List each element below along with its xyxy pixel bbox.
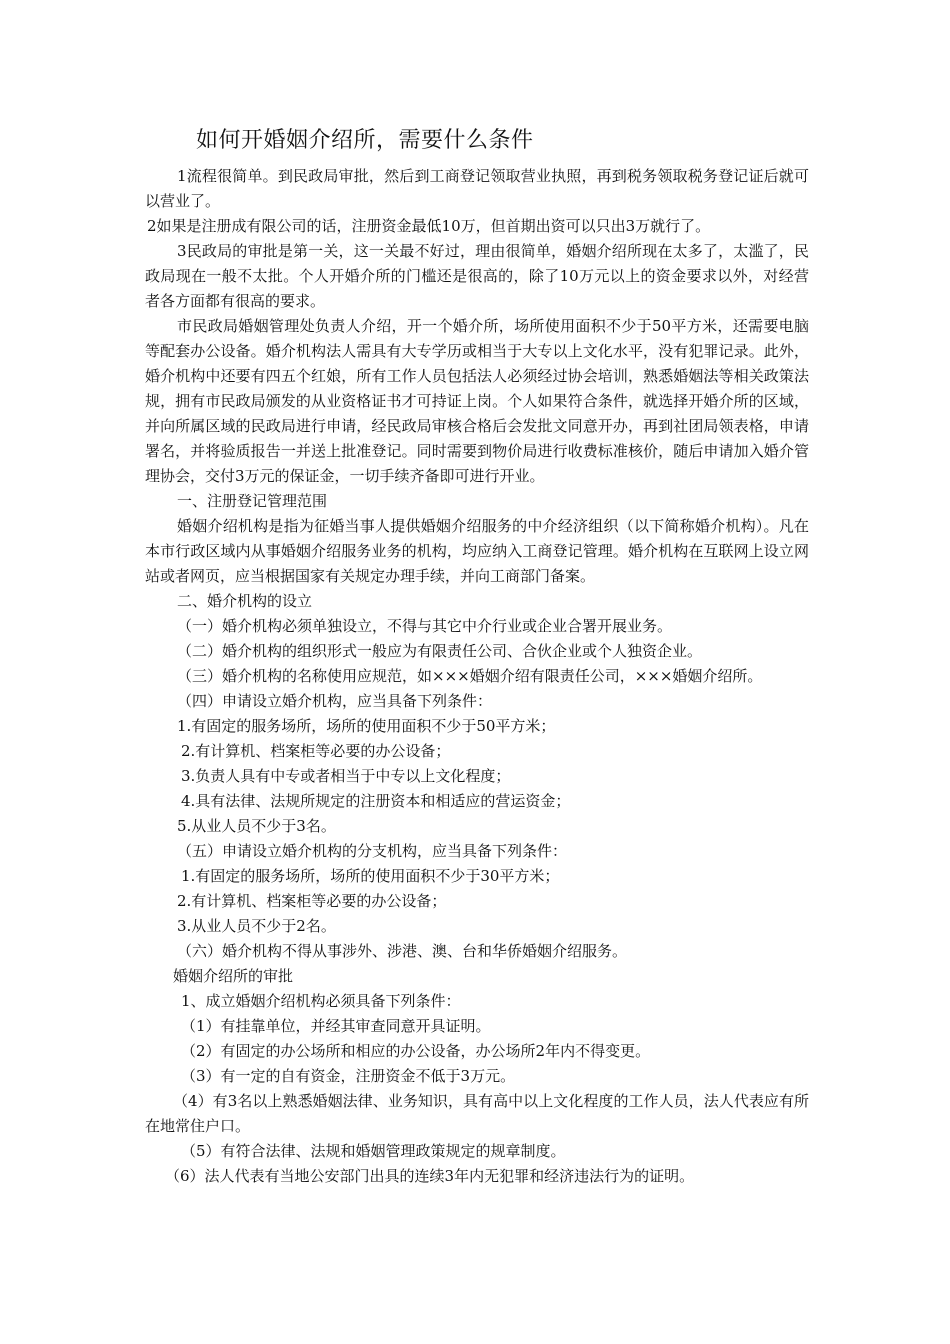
list-item: （四）申请设立婚介机构，应当具备下列条件： [177,692,493,710]
list-item: （5）有符合法律、法规和婚姻管理政策规定的规章制度。 [181,1142,566,1160]
section-heading-2: 二、婚介机构的设立 [177,592,313,610]
list-item: 5.从业人员不少于3名。 [177,817,336,835]
document-title: 如何开婚姻介绍所，需要什么条件 [196,128,534,153]
list-item: （1）有挂靠单位，并经其审查同意开具证明。 [181,1017,491,1035]
list-item: 3.从业人员不少于2名。 [177,917,336,935]
list-item: （2）有固定的办公场所和相应的办公设备，办公场所2年内不得变更。 [181,1042,651,1060]
paragraph-2: 2如果是注册成有限公司的话，注册资金最低10万，但首期出资可以只出3万就行了。 [147,217,711,235]
sub-heading: 婚姻介绍所的审批 [173,967,294,985]
paragraph-4: 市民政局婚姻管理处负责人介绍，开一个婚介所，场所使用面积不少于50平方米，还需要电脑等配套办公设备。婚介机构法人需具有大专学历或相当于大专以上文化水平，没有犯罪记录。此外，婚介机构中还要有四五个红娘，所有工作人员包括法人必须经过协会培训，熟悉婚姻法等相关政策法规，拥有市民政局颁发的从业资格证书才可持证上岗。个人如果符合条件，就选择开婚介所的区域，并向所属区域的民政局进行申请，经民政局审核合格后会发批文同意开办，再到社团局领表格，申请署名，并将验质报告一并送上批准登记。同时需要到物价局进行收费标准核价，随后申请加入婚介管理协会，交付3万元的保证金，一切手续齐备即可进行开业。 [145,317,809,485]
paragraph-5: 婚姻介绍机构是指为征婚当事人提供婚姻介绍服务的中介经济组织（以下简称婚介机构）。凡在本市行政区域内从事婚姻介绍服务业务的机构，均应纳入工商登记管理。婚介机构在互联网上设立网站或者网页，应当根据国家有关规定办理手续，并向工商部门备案。 [145,517,809,585]
list-item: 2.有计算机、档案柜等必要的办公设备； [181,742,451,760]
list-item: （六）婚介机构不得从事涉外、涉港、澳、台和华侨婚姻介绍服务。 [177,942,628,960]
list-item: （4）有3名以上熟悉婚姻法律、业务知识，具有高中以上文化程度的工作人员，法人代表应有所在地常住户口。 [145,1092,809,1135]
list-item: （一）婚介机构必须单独设立，不得与其它中介行业或企业合署开展业务。 [177,617,673,635]
paragraph-3: 3民政局的审批是第一关，这一关最不好过，理由很简单，婚姻介绍所现在太多了，太滥了，民政局现在一般不太批。个人开婚介所的门槛还是很高的，除了10万元以上的资金要求以外，对经营者各方面都有很高的要求。 [145,242,809,310]
list-item: 4.具有法律、法规所规定的注册资本和相适应的营运资金； [181,792,571,810]
list-item: （3）有一定的自有资金，注册资金不低于3万元。 [181,1067,516,1085]
section-heading-1: 一、注册登记管理范围 [177,492,328,510]
list-item: （五）申请设立婚介机构的分支机构，应当具备下列条件： [177,842,568,860]
document-body [145,164,809,1189]
paragraph-1: 1流程很简单。到民政局审批，然后到工商登记领取营业执照，再到税务领取税务登记证后就可以营业了。 [145,167,809,210]
list-item: 3.负责人具有中专或者相当于中专以上文化程度； [181,767,511,785]
list-item: 1、成立婚姻介绍机构必须具备下列条件： [181,992,461,1010]
list-item: 1.有固定的服务场所，场所的使用面积不少于50平方米； [177,717,556,735]
list-item: 1.有固定的服务场所，场所的使用面积不少于30平方米； [181,867,560,885]
list-item: （三）婚介机构的名称使用应规范，如×××婚姻介绍有限责任公司，×××婚姻介绍所。 [177,667,763,685]
list-item: （6）法人代表有当地公安部门出具的连续3年内无犯罪和经济违法行为的证明。 [165,1167,695,1185]
list-item: （二）婚介机构的组织形式一般应为有限责任公司、合伙企业或个人独资企业。 [177,642,703,660]
list-item: 2.有计算机、档案柜等必要的办公设备； [177,892,447,910]
